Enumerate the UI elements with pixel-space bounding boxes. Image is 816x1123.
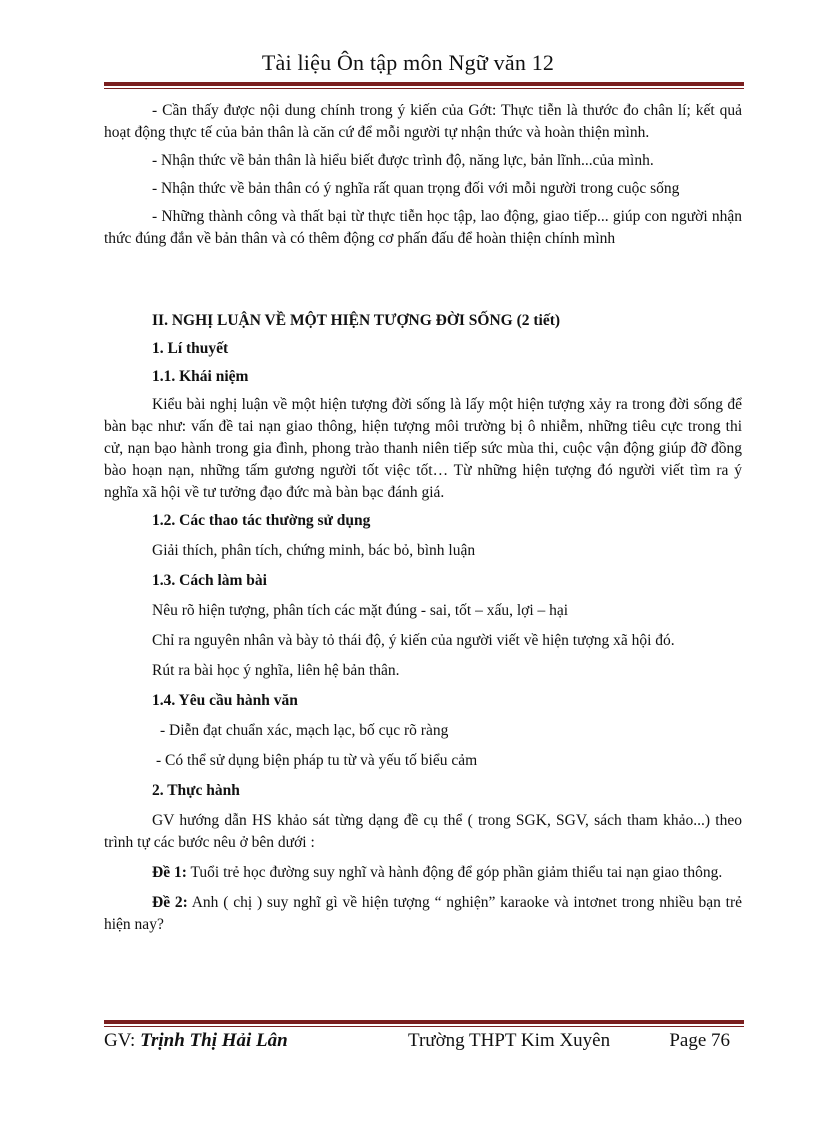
footer-rule — [104, 1020, 744, 1027]
footer-gv-name: Trịnh Thị Hải Lân — [140, 1030, 288, 1051]
footer-page-number: Page 76 — [669, 1030, 730, 1051]
paragraph: - Nhận thức về bản thân có ý nghĩa rất quan trọng đối với mỗi người trong cuộc sống — [152, 180, 680, 197]
section-heading: II. NGHỊ LUẬN VỀ MỘT HIỆN TƯỢNG ĐỜI SỐNG (2 tiết) — [152, 312, 561, 329]
footer-teacher — [104, 1030, 288, 1052]
paragraph: - Những thành công và thất bại từ thực tiễn học tập, lao động, giao tiếp... giúp con người nhận thức đúng đắn về bản thân và có thêm động cơ phấn đấu để hoàn thiện chính mình — [104, 208, 742, 247]
exercise-1-text: Tuổi trẻ học đường suy nghĩ và hành động để góp phần giảm thiểu tai nạn giao thông. — [186, 864, 723, 881]
subheading-operations: 1.2. Các thao tác thường sử dụng — [152, 512, 371, 529]
subheading-concept: 1.1. Khái niệm — [152, 368, 249, 385]
page-header-title: Tài liệu Ôn tập môn Ngữ văn 12 — [261, 50, 555, 75]
header-rule — [104, 82, 744, 89]
concept-paragraph: Kiểu bài nghị luận về một hiện tượng đời sống là lấy một hiện tượng xảy ra trong đời sống để bàn bạc như: vấn đề tai nạn giao thông, hiện tượng môi trường bị ô nhiễm, những tiêu cực trong thi cử, nạn bạo hành trong gia đình, phong trào thanh niên tiếp sức mùa thi, cuộc vận động giúp đỡ đồng bào hoạn nạn, những tấm gương người tốt việc tốt… Từ những hiện tượng đó người viết tìm ra ý nghĩa xã hội về tư tưởng đạo đức mà bàn bạc đánh giá. — [104, 396, 742, 501]
method-item: Nêu rõ hiện tượng, phân tích các mặt đúng - sai, tốt – xấu, lợi – hại — [152, 602, 569, 619]
document-body — [104, 100, 742, 936]
exercise-2 — [104, 892, 742, 936]
method-item: Rút ra bài học ý nghĩa, liên hệ bản thân. — [152, 662, 400, 679]
method-item: Chỉ ra nguyên nhân và bày tỏ thái độ, ý kiến của người viết về hiện tượng xã hội đó. — [152, 632, 675, 649]
subheading-theory: 1. Lí thuyết — [152, 340, 229, 357]
exercise-2-label: Đề 2: — [152, 894, 188, 911]
footer-gv-label: GV: — [104, 1030, 141, 1051]
exercise-2-text: Anh ( chị ) suy nghĩ gì về hiện tượng “ nghiện” karaoke và intơnet trong nhiều bạn trẻ hiện nay? — [104, 894, 742, 933]
exercise-1 — [104, 862, 742, 884]
paragraph: - Nhận thức về bản thân là hiểu biết được trình độ, năng lực, bản lĩnh...của mình. — [152, 152, 654, 169]
style-item: - Diễn đạt chuẩn xác, mạch lạc, bố cục rõ ràng — [160, 722, 449, 739]
style-item: - Có thể sử dụng biện pháp tu từ và yếu tố biểu cảm — [156, 752, 478, 769]
subheading-style: 1.4. Yêu cầu hành văn — [152, 692, 298, 709]
operations-text: Giải thích, phân tích, chứng minh, bác bỏ, bình luận — [152, 542, 476, 559]
exercise-1-label: Đề 1: — [152, 864, 187, 881]
footer-school: Trường THPT Kim Xuyên — [408, 1030, 611, 1051]
practice-paragraph: GV hướng dẫn HS khảo sát từng dạng đề cụ thể ( trong SGK, SGV, sách tham khảo...) theo trình tự các bước nêu ở bên dưới : — [104, 812, 742, 851]
subheading-practice: 2. Thực hành — [152, 782, 240, 799]
subheading-method: 1.3. Cách làm bài — [152, 572, 267, 589]
paragraph: - Cần thấy được nội dung chính trong ý kiến của Gớt: Thực tiễn là thước đo chân lí; kết quả hoạt động thực tế của bản thân là căn cứ để mỗi người tự nhận thức và hoàn thiện mình. — [104, 102, 742, 141]
